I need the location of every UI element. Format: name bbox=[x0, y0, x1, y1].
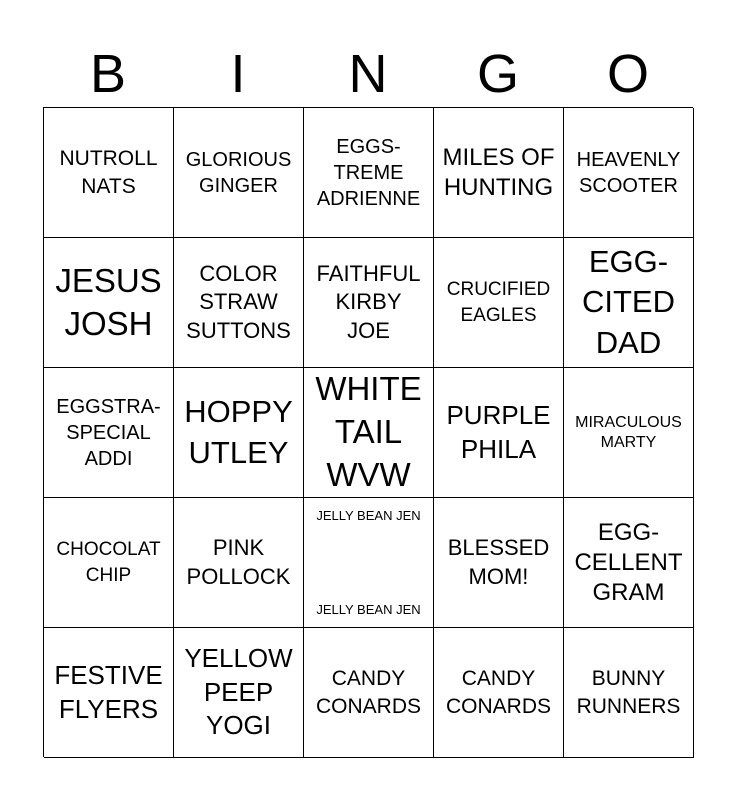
bingo-header bbox=[43, 40, 693, 108]
cell-text: MIRACULOUS MARTY bbox=[575, 413, 682, 451]
cell-text: BLESSED MOM! bbox=[447, 534, 550, 589]
bingo-cell[interactable] bbox=[44, 628, 174, 758]
bingo-cell[interactable] bbox=[44, 108, 174, 238]
cell-text: FESTIVE FLYERS bbox=[54, 659, 163, 724]
header-letter-n: N bbox=[348, 44, 388, 104]
bingo-cell[interactable] bbox=[564, 498, 694, 628]
cell-text: EGG-CELLENT GRAM bbox=[574, 518, 683, 606]
cell-text: MILES OF HUNTING bbox=[442, 143, 555, 201]
bingo-cell[interactable] bbox=[434, 628, 564, 758]
header-letter-i: I bbox=[230, 44, 246, 104]
header-letter-o: O bbox=[606, 44, 649, 104]
bingo-cell[interactable] bbox=[434, 108, 564, 238]
cell-text: CRUCIFIED EAGLES bbox=[446, 278, 551, 326]
bingo-cell[interactable] bbox=[564, 368, 694, 498]
bingo-cell[interactable] bbox=[44, 238, 174, 368]
bingo-cell[interactable] bbox=[564, 238, 694, 368]
bingo-cell[interactable] bbox=[304, 628, 434, 758]
bingo-cell[interactable] bbox=[434, 498, 564, 628]
cell-text: EGG-CITED DAD bbox=[582, 244, 675, 360]
cell-text: CHOCOLAT CHIP bbox=[56, 538, 161, 586]
cell-text: FAITHFUL KIRBY JOE bbox=[316, 260, 421, 343]
cell-text: HEAVENLY SCOOTER bbox=[576, 148, 681, 197]
bingo-board bbox=[43, 107, 693, 757]
bingo-cell[interactable] bbox=[44, 498, 174, 628]
bingo-cell[interactable] bbox=[44, 368, 174, 498]
bingo-cell[interactable] bbox=[304, 108, 434, 238]
cell-text: EGGS-TREME ADRIENNE bbox=[316, 135, 421, 210]
cell-text: COLOR STRAW SUTTONS bbox=[186, 260, 291, 343]
bingo-cell[interactable] bbox=[434, 368, 564, 498]
cell-text: HOPPY UTLEY bbox=[184, 394, 293, 470]
bingo-cell[interactable] bbox=[174, 238, 304, 368]
header-letter-b: B bbox=[89, 44, 127, 104]
free-space-cell[interactable] bbox=[304, 498, 434, 628]
bingo-cell[interactable] bbox=[174, 108, 304, 238]
free-space-top-text: JELLY BEAN JEN bbox=[316, 508, 421, 523]
free-space-bottom-text: JELLY BEAN JEN bbox=[316, 602, 421, 617]
cell-text: GLORIOUS GINGER bbox=[185, 148, 292, 197]
cell-text: CANDY CONARDS bbox=[315, 667, 421, 718]
bingo-cell[interactable] bbox=[174, 628, 304, 758]
bingo-cell[interactable] bbox=[564, 628, 694, 758]
header-letter-g: G bbox=[476, 44, 519, 104]
cell-text: NUTROLL NATS bbox=[59, 147, 158, 198]
bingo-cell[interactable] bbox=[304, 368, 434, 498]
bingo-cell[interactable] bbox=[434, 238, 564, 368]
cell-text: YELLOW PEEP YOGI bbox=[184, 642, 293, 741]
cell-text: WHITE TAIL WVW bbox=[315, 370, 422, 493]
cell-text: CANDY CONARDS bbox=[445, 667, 551, 718]
bingo-cell[interactable] bbox=[174, 368, 304, 498]
cell-text: PINK POLLOCK bbox=[186, 534, 291, 589]
cell-text: PURPLE PHILA bbox=[446, 399, 551, 464]
cell-text: EGGSTRA-SPECIAL ADDI bbox=[56, 395, 161, 470]
bingo-cell[interactable] bbox=[174, 498, 304, 628]
cell-text: BUNNY RUNNERS bbox=[576, 667, 681, 718]
bingo-cell[interactable] bbox=[564, 108, 694, 238]
bingo-cell[interactable] bbox=[304, 238, 434, 368]
cell-text: JESUS JOSH bbox=[55, 261, 162, 342]
